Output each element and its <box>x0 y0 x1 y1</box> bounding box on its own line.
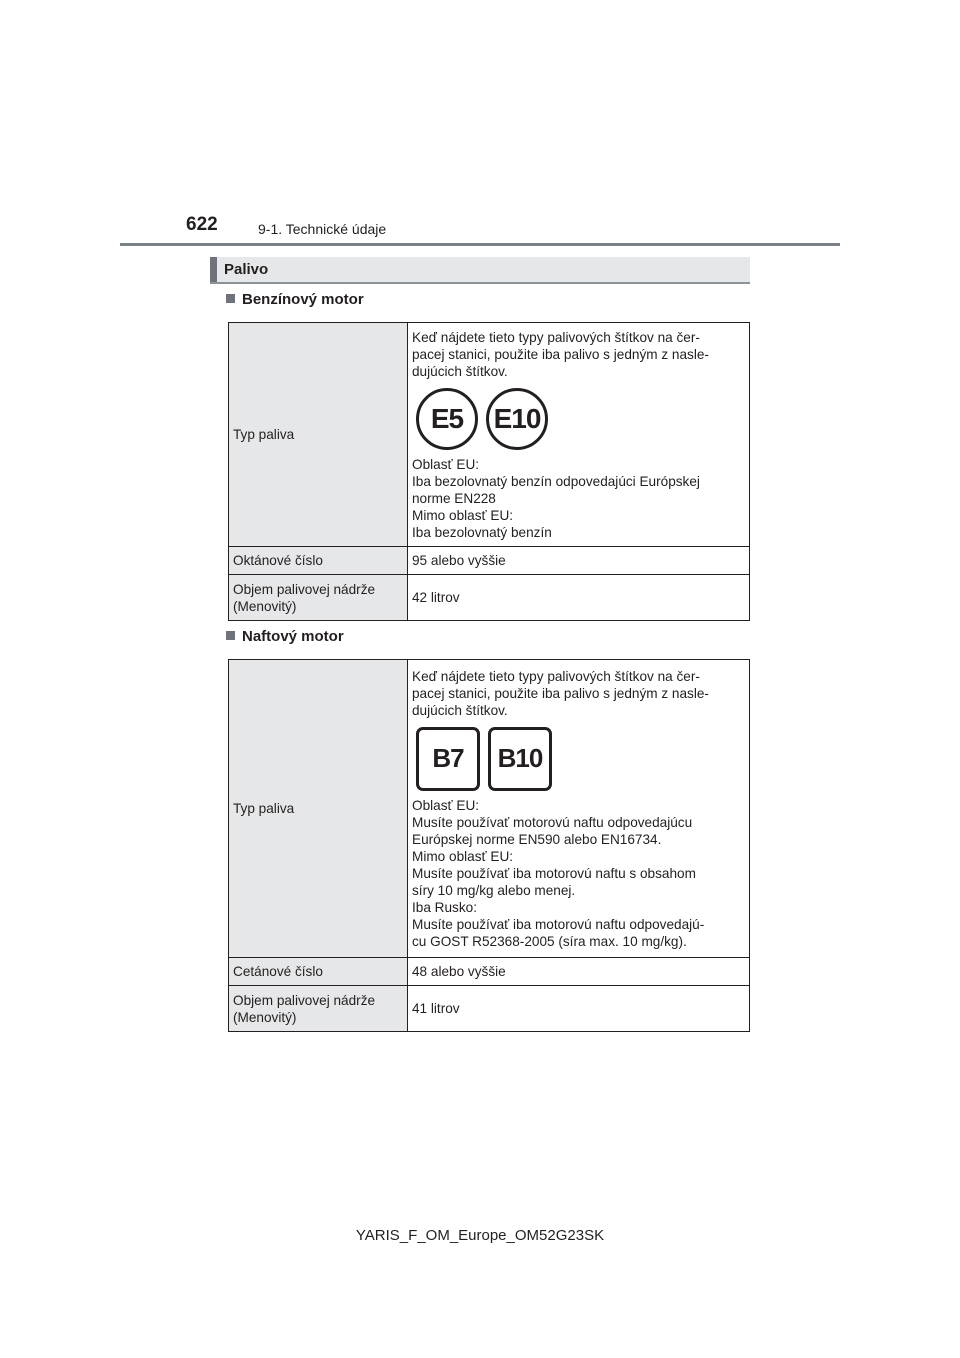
tank-label-cell <box>229 575 408 621</box>
text-line: Keď nájdete tieto typy palivových štítkov na čer- <box>412 668 700 684</box>
section-title-bar <box>210 257 750 284</box>
table-row <box>229 958 750 986</box>
octane-label: Oktánové číslo <box>233 553 323 568</box>
cetane-label: Cetánové číslo <box>233 964 323 979</box>
text-line: Mimo oblasť EU: <box>412 848 514 864</box>
tank-label-cell <box>229 986 408 1032</box>
cetane-value-cell <box>408 958 750 986</box>
text-line: dujúcich štítkov. <box>412 363 508 379</box>
text-line: Iba bezolovnatý benzín <box>412 524 552 540</box>
fuel-type-label: Typ paliva <box>233 427 295 442</box>
table-row <box>229 547 750 575</box>
text-line: Musíte používať iba motorovú naftu s obsahom <box>412 865 696 881</box>
petrol-heading <box>226 291 364 308</box>
text-line: Iba Rusko: <box>412 899 477 915</box>
text-line: Oblasť EU: <box>412 456 480 472</box>
text-line: síry 10 mg/kg alebo menej. <box>412 882 576 898</box>
text-line: Objem palivovej nádrže <box>233 992 376 1008</box>
fuel-type-label: Typ paliva <box>233 801 295 816</box>
diesel-heading <box>226 628 344 645</box>
tank-value-cell <box>408 986 750 1032</box>
text-line: Musíte používať motorovú naftu odpovedajúcu <box>412 814 693 830</box>
fuel-label-icons <box>416 727 745 791</box>
section-accent <box>210 257 217 282</box>
text-line: (Menovitý) <box>233 1009 297 1025</box>
text-line: Objem palivovej nádrže <box>233 581 376 597</box>
chapter-title: 9-1. Technické údaje <box>258 221 387 237</box>
text-line: Musíte používať iba motorovú naftu odpovedajú- <box>412 916 705 932</box>
text-line: Keď nájdete tieto typy palivových štítkov na čer- <box>412 329 700 345</box>
fuel-type-value-cell <box>408 660 750 958</box>
tank-value: 42 litrov <box>412 590 460 605</box>
text-line: (Menovitý) <box>233 598 297 614</box>
page-number: 622 <box>186 214 218 235</box>
text-line: Európskej norme EN590 alebo EN16734. <box>412 831 662 847</box>
cetane-label-cell <box>229 958 408 986</box>
text-line: cu GOST R52368-2005 (síra max. 10 mg/kg). <box>412 933 687 949</box>
tank-value-cell <box>408 575 750 621</box>
fuel-type-notes <box>412 456 745 541</box>
header-divider <box>120 243 840 246</box>
fuel-type-value-cell <box>408 323 750 547</box>
petrol-spec-table <box>228 322 750 621</box>
section-title: Palivo <box>224 261 269 278</box>
cetane-value: 48 alebo vyššie <box>412 964 506 979</box>
octane-value-cell <box>408 547 750 575</box>
fuel-label-e5-icon: E5 <box>416 388 478 450</box>
fuel-label-icons <box>416 388 745 450</box>
square-bullet-icon <box>226 294 235 303</box>
fuel-type-notes <box>412 797 745 950</box>
table-row <box>229 660 750 958</box>
octane-value: 95 alebo vyššie <box>412 553 506 568</box>
table-row <box>229 575 750 621</box>
text-line: Iba bezolovnatý benzín odpovedajúci Európskej <box>412 473 700 489</box>
text-line: Oblasť EU: <box>412 797 480 813</box>
text-line: pacej stanici, použite iba palivo s jedným z nasle- <box>412 685 709 701</box>
text-line: pacej stanici, použite iba palivo s jedným z nasle- <box>412 346 709 362</box>
octane-label-cell <box>229 547 408 575</box>
table-row <box>229 323 750 547</box>
square-bullet-icon <box>226 631 235 640</box>
tank-value: 41 litrov <box>412 1001 460 1016</box>
document-code: YARIS_F_OM_Europe_OM52G23SK <box>355 1227 605 1244</box>
diesel-spec-table <box>228 659 750 1032</box>
text-line: Mimo oblasť EU: <box>412 507 514 523</box>
table-row <box>229 986 750 1032</box>
fuel-type-label-cell <box>229 323 408 547</box>
text-line: norme EN228 <box>412 490 496 506</box>
fuel-type-label-cell <box>229 660 408 958</box>
diesel-heading-text: Naftový motor <box>242 628 344 645</box>
text-line: dujúcich štítkov. <box>412 702 508 718</box>
fuel-label-b7-icon: B7 <box>416 727 480 791</box>
fuel-type-intro <box>412 329 745 380</box>
fuel-label-e10-icon: E10 <box>486 388 548 450</box>
fuel-type-intro <box>412 668 745 719</box>
petrol-heading-text: Benzínový motor <box>242 291 364 308</box>
fuel-label-b10-icon: B10 <box>488 727 552 791</box>
